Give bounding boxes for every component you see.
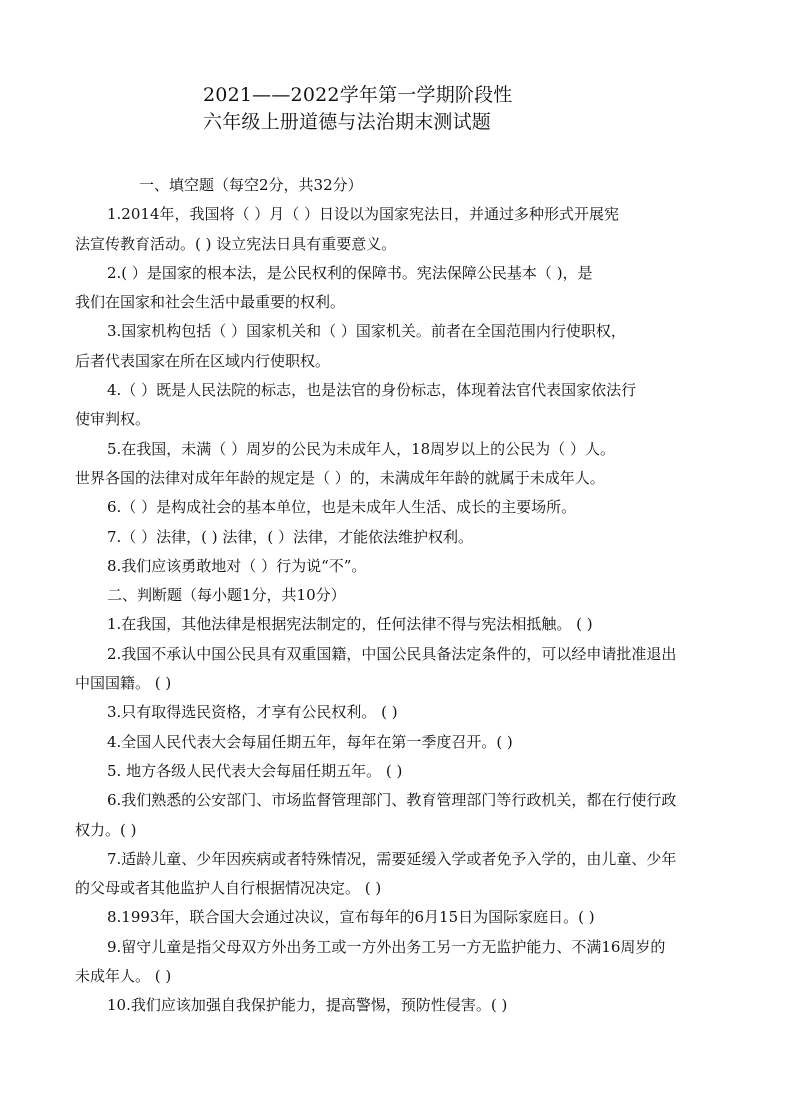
question-line: 5. 地方各级人民代表大会每届任期五年。 ( )	[107, 761, 403, 780]
exam-title	[203, 82, 623, 136]
question-line: 7.适龄儿童、少年因疾病或者特殊情况，需要延缓入学或者免予入学的，由儿童、少年	[107, 849, 677, 868]
title-line-2: 六年级上册道德与法治期末测试题	[203, 111, 492, 133]
question-line: 世界各国的法律对成年年龄的规定是（ ）的，未满成年年龄的就属于未成年人。	[75, 468, 605, 487]
question-line: 9.留守儿童是指父母双方外出务工或一方外出务工另一方无监护能力、不满16周岁的	[107, 937, 666, 956]
question-line: 2.( ）是国家的根本法，是公民权利的保障书。宪法保障公民基本（ )，是	[107, 263, 593, 282]
question-line: 中国国籍。 ( )	[75, 674, 172, 693]
question-line: 4.全国人民代表大会每届任期五年，每年在第一季度召开。( )	[107, 732, 513, 751]
question-line: 法宣传教育活动。( ) 设立宪法日具有重要意义。	[75, 234, 397, 253]
question-line: 6.（ ）是构成社会的基本单位，也是未成年人生活、成长的主要场所。	[107, 498, 577, 517]
exam-content	[75, 171, 723, 1021]
question-line: 6.我们熟悉的公安部门、市场监督管理部门、教育管理部门等行政机关，都在行使行政	[107, 791, 677, 810]
question-line: 10.我们应该加强自我保护能力，提高警惕，预防性侵害。( )	[107, 996, 508, 1015]
question-line: 未成年人。 ( )	[75, 967, 172, 986]
question-line: 3.只有取得选民资格，才享有公民权利。 ( )	[107, 703, 398, 722]
question-line: 8.1993年，联合国大会通过决议，宣布每年的6月15日为国际家庭日。( )	[107, 908, 595, 927]
question-line: 4.（ ）既是人民法院的标志，也是法官的身份标志，体现着法官代表国家依法行	[107, 381, 637, 400]
question-line: 2.我国不承认中国公民具有双重国籍，中国公民具备法定条件的，可以经申请批准退出	[107, 644, 677, 663]
question-line: 后者代表国家在所在区域内行使职权。	[75, 351, 331, 370]
question-line: 的父母或者其他监护人自行根据情况决定。 ( )	[75, 879, 382, 898]
section2-heading: 二、判断题（每小题1分，共10分）	[107, 586, 346, 605]
section2-body	[75, 610, 723, 1020]
question-line: 8.我们应该勇敢地对（ ）行为说“不”。	[107, 556, 367, 575]
question-line: 1.在我国，其他法律是根据宪法制定的，任何法律不得与宪法相抵触。 ( )	[107, 615, 593, 634]
question-line: 7.（ ）法律，( ) 法律，( ）法律，才能依法维护权利。	[107, 527, 473, 546]
section1-body	[75, 200, 723, 581]
question-line: 权力。( )	[75, 820, 137, 839]
question-line: 5.在我国，未满（ ）周岁的公民为未成年人，18周岁以上的公民为（ ）人。	[107, 439, 615, 458]
question-line: 使审判权。	[75, 410, 151, 429]
section1-heading: 一、填空题（每空2分，共32分）	[139, 176, 363, 194]
question-line: 我们在国家和社会生活中最重要的权利。	[75, 293, 346, 312]
question-line: 1.2014年，我国将（ ）月（ ）日设以为国家宪法日，并通过多种形式开展宪	[107, 205, 620, 224]
question-line: 3.国家机构包括（ ）国家机关和（ ）国家机关。前者在全国范围内行使职权，	[107, 322, 626, 341]
title-line-1: 2021——2022学年第一学期阶段性	[203, 84, 513, 106]
